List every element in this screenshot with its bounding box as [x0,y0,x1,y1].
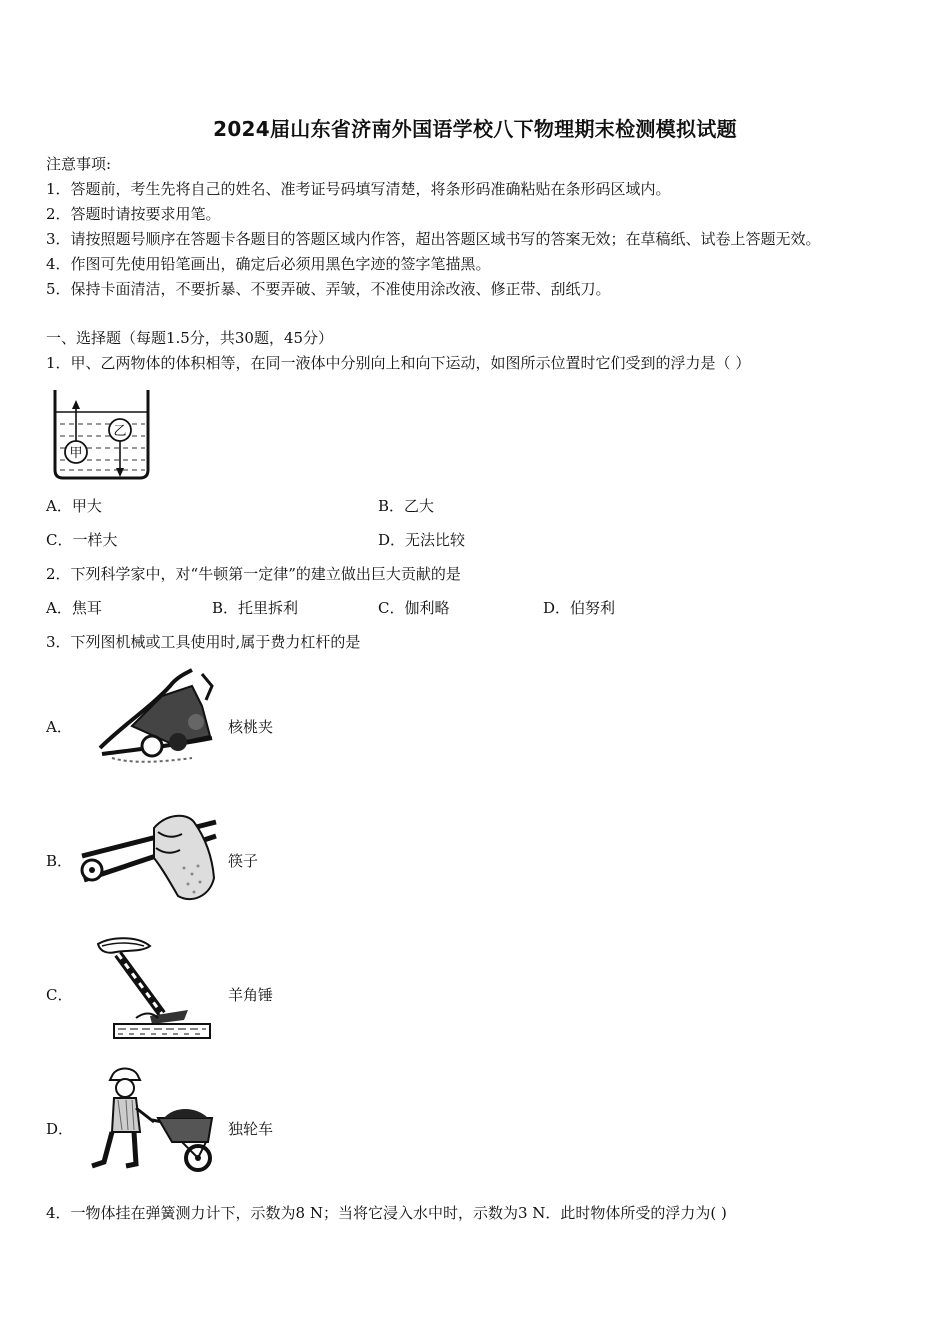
notice-item: 2．答题时请按要求用笔。 [46,205,221,223]
q2-option-a: A．焦耳 [46,599,102,617]
question-1-stem: 1．甲、乙两物体的体积相等，在同一液体中分别向上和向下运动，如图所示位置时它们受到的浮力是（ ） [46,354,751,372]
question-4-stem: 4．一物体挂在弹簧测力计下，示数为8 N；当将它浸入水中时，示数为3 N．此时物体所受的浮力为( ) [46,1204,727,1222]
notice-item: 3．请按照题号顺序在答题卡各题目的答题区域内作答，超出答题区域书写的答案无效；在草稿纸、试卷上答题无效。 [46,230,821,248]
q3-option-d-label: 独轮车 [228,1120,274,1138]
label-jia: 甲 [69,446,83,461]
q3-option-c-letter: C． [46,986,73,1004]
q2-option-d: D．伯努利 [543,599,616,617]
section-heading: 一、选择题（每题1.5分，共30题，45分） [46,329,334,347]
q1-option-d: D．无法比较 [378,531,466,549]
q3-option-a-label: 核桃夹 [228,718,274,736]
q1-option-b: B．乙大 [378,497,435,515]
beaker-figure [50,386,154,482]
notice-item: 5．保持卡面清洁，不要折暴、不要弄破、弄皱，不准使用涂改液、修正带、刮纸刀。 [46,280,611,298]
q3-option-b-label: 筷子 [228,852,259,870]
page-title: 2024届山东省济南外国语学校八下物理期末检测模拟试题 [213,117,737,141]
notice-item: 4．作图可先使用铅笔画出，确定后必须用黑色字迹的签字笔描黑。 [46,255,491,273]
q2-option-c: C．伽利略 [378,599,450,617]
q2-option-b: B．托里拆利 [212,599,299,617]
claw-hammer-icon [92,934,216,1042]
notice-item: 1．答题前，考生先将自己的姓名、准考证号码填写清楚，将条形码准确粘贴在条形码区域内。 [46,180,671,198]
q1-option-c: C．一样大 [46,531,118,549]
wheelbarrow-icon [82,1062,224,1176]
q3-option-d-letter: D． [46,1120,74,1138]
label-yi: 乙 [113,424,127,439]
q1-option-a: A．甲大 [46,497,102,515]
q3-option-a-letter: A． [46,718,72,736]
q3-option-b-letter: B． [46,852,73,870]
chopsticks-icon [74,808,224,910]
question-3-stem: 3．下列图机械或工具使用时,属于费力杠杆的是 [46,633,361,651]
notice-heading: 注意事项: [46,155,112,173]
q3-option-c-label: 羊角锤 [228,986,274,1004]
question-2-stem: 2．下列科学家中，对“牛顿第一定律”的建立做出巨大贡献的是 [46,565,461,583]
nutcracker-icon [92,666,222,776]
